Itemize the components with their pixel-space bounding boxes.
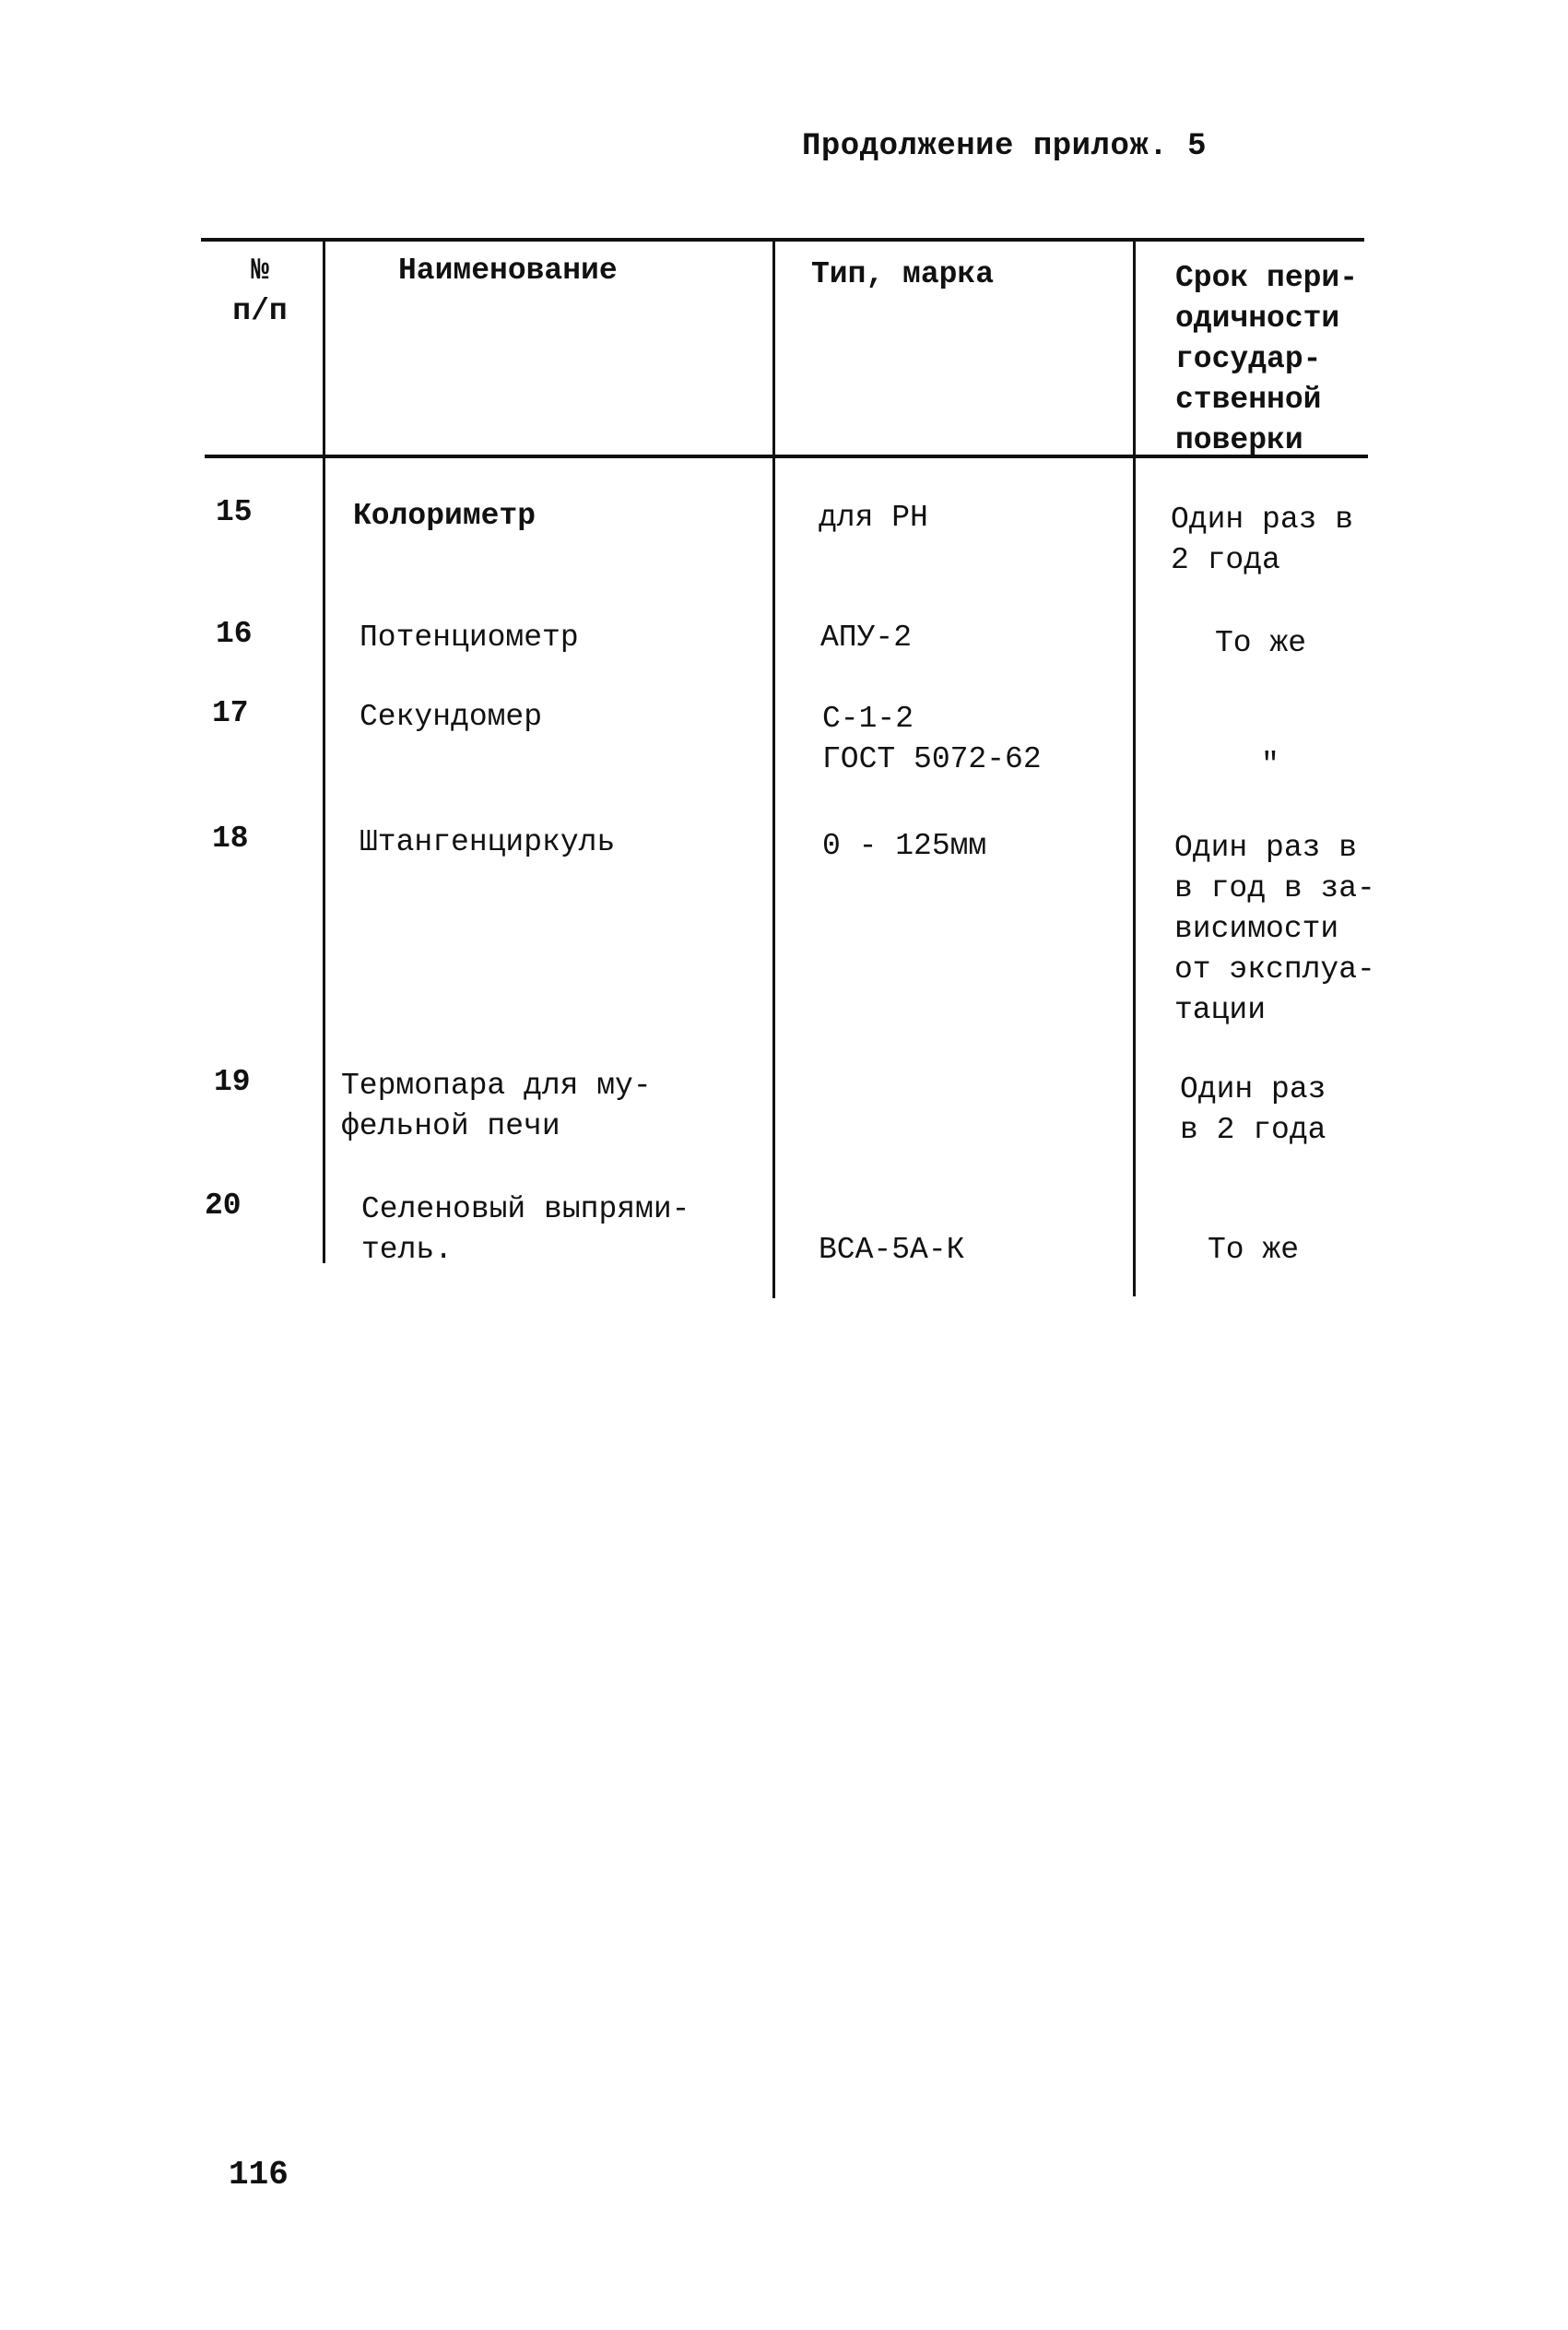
row-17-name: Секундомер: [360, 700, 543, 734]
row-17-type: С-1-2 ГОСТ 5072-62: [822, 702, 1042, 776]
row-19-num: 19: [214, 1065, 251, 1099]
row-20-name: Селеновый выпрями- тель.: [361, 1192, 690, 1267]
column-divider-1: [323, 238, 325, 1263]
header-type: Тип, марка: [811, 257, 995, 291]
row-19-period: Один раз в 2 года: [1180, 1072, 1326, 1147]
row-15-name: Колориметр: [353, 499, 536, 533]
row-17-period: ": [1261, 748, 1279, 782]
row-18-num: 18: [212, 822, 249, 856]
column-divider-3: [1133, 238, 1136, 1296]
row-16-name: Потенциометр: [360, 621, 579, 655]
page-number: 116: [229, 2156, 289, 2194]
header-num: № п/п: [232, 254, 288, 328]
row-15-period: Один раз в 2 года: [1171, 503, 1354, 577]
row-20-period: То же: [1208, 1233, 1300, 1267]
row-18-name: Штангенциркуль: [360, 825, 616, 859]
row-17-num: 17: [212, 696, 249, 730]
header-period: Срок пери- одичности государ- ственной поверки: [1175, 261, 1359, 457]
column-divider-2: [772, 238, 775, 1298]
header-name: Наименование: [398, 254, 618, 288]
row-16-period: То же: [1215, 626, 1307, 660]
row-18-type: 0 - 125мм: [822, 829, 987, 863]
table-caption: Продолжение прилож. 5: [802, 129, 1207, 164]
row-16-type: АПУ-2: [820, 621, 913, 655]
table-top-rule: [201, 238, 1364, 242]
row-15-num: 15: [216, 495, 253, 529]
row-20-type: ВСА-5А-К: [819, 1233, 965, 1267]
row-19-name: Термопара для му- фельной печи: [341, 1069, 652, 1143]
row-20-num: 20: [205, 1189, 242, 1223]
row-15-type: для РН: [819, 501, 928, 535]
row-18-period: Один раз в в год в за- висимости от эксплуа- тации: [1174, 831, 1375, 1027]
row-16-num: 16: [216, 617, 253, 651]
